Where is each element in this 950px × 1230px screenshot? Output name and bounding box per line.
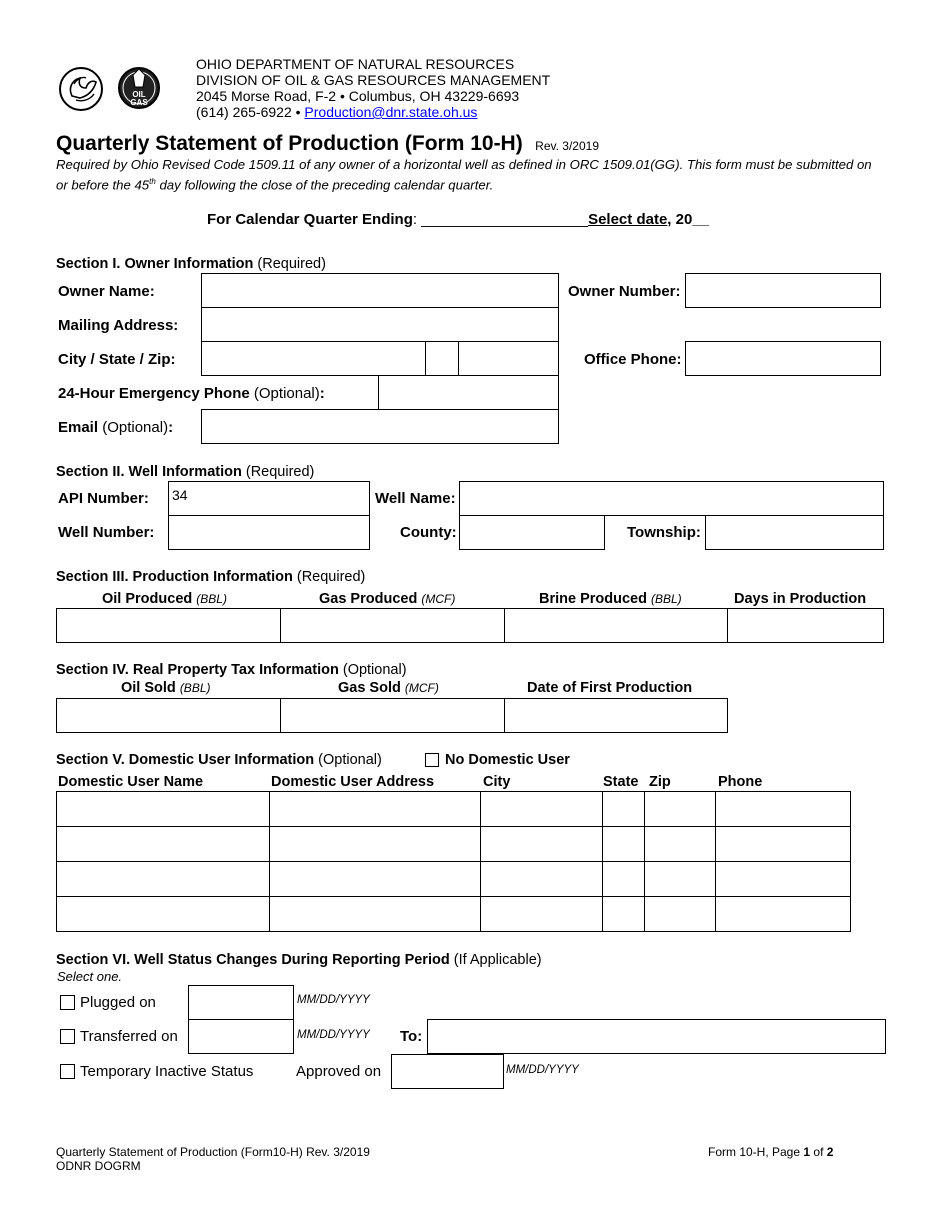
section3-title-text: Section III. Production Information: [56, 569, 293, 585]
select-one-hint: Select one.: [57, 969, 123, 984]
brine-produced-unit: (BBL): [651, 592, 682, 606]
section2-title-text: Section II. Well Information: [56, 464, 242, 480]
footer-page-prefix: Form 10-H, Page: [708, 1145, 804, 1159]
gas-produced-unit: (MCF): [421, 592, 456, 606]
footer-page-number: [708, 1145, 833, 1159]
email-text: Email: [58, 419, 99, 436]
section3-title: [56, 569, 365, 585]
quarter-colon: :: [412, 211, 418, 228]
transferred-label: Transferred on: [80, 1028, 178, 1045]
section5-title: [56, 752, 382, 768]
gas-produced-field[interactable]: [280, 608, 505, 643]
intro-text: [56, 156, 886, 193]
agency-email-link[interactable]: Production@dnr.state.oh.us: [304, 104, 478, 120]
transferred-date-field[interactable]: [188, 1019, 294, 1054]
quarter-row: [207, 211, 709, 228]
days-in-production-header: Days in Production: [734, 591, 867, 607]
emergency-phone-label: [58, 385, 325, 402]
du-city-cell[interactable]: [481, 897, 603, 932]
du-phone-cell[interactable]: [716, 792, 851, 827]
du-address-cell[interactable]: [269, 897, 481, 932]
approved-on-date-hint: MM/DD/YYYY: [506, 1064, 579, 1076]
table-row: [57, 792, 851, 827]
du-zip-cell[interactable]: [645, 792, 716, 827]
odnr-logo-icon: [58, 66, 104, 112]
intro-text-part2: day following the close of the preceding calendar quarter.: [155, 177, 494, 193]
transferred-to-label: To:: [400, 1028, 423, 1045]
first-production-header: Date of First Production: [527, 680, 693, 696]
du-name-cell[interactable]: [57, 862, 270, 897]
footer-page-of: of: [810, 1145, 827, 1159]
section4-title: [56, 662, 407, 678]
office-phone-label: Office Phone:: [584, 351, 682, 368]
approved-on-date-field[interactable]: [391, 1054, 504, 1089]
oil-gas-logo-icon: [117, 65, 161, 111]
email-field[interactable]: [201, 409, 559, 444]
du-col-address: Domestic User Address: [271, 774, 435, 790]
du-address-cell[interactable]: [269, 792, 481, 827]
section1-title: [56, 256, 326, 272]
table-row: [57, 897, 851, 932]
temp-inactive-checkbox[interactable]: [60, 1064, 75, 1079]
section1-title-text: Section I. Owner Information: [56, 256, 254, 272]
footer-form-title: Quarterly Statement of Production (Form10-H) Rev. 3/2019: [56, 1145, 370, 1159]
county-label: County:: [400, 524, 457, 541]
section2-title: [56, 464, 314, 480]
oil-produced-text: Oil Produced: [102, 591, 193, 607]
footer-page-total: 2: [826, 1145, 834, 1159]
city-field[interactable]: [201, 341, 426, 376]
emergency-phone-note: (Optional): [253, 385, 320, 402]
du-phone-cell[interactable]: [716, 862, 851, 897]
agency-contact: [196, 104, 477, 120]
du-city-cell[interactable]: [481, 792, 603, 827]
du-phone-cell[interactable]: [716, 827, 851, 862]
section5-note: (Optional): [318, 752, 382, 768]
footer-page-current: 1: [803, 1145, 811, 1159]
owner-name-label: Owner Name:: [58, 283, 155, 300]
du-name-cell[interactable]: [57, 827, 270, 862]
oil-produced-header: [102, 591, 227, 607]
plugged-label: Plugged on: [80, 994, 156, 1011]
well-name-label: Well Name:: [375, 490, 456, 507]
city-state-zip-label: City / State / Zip:: [58, 351, 176, 368]
plugged-date-field[interactable]: [188, 985, 294, 1020]
quarter-blank: ____________________: [421, 211, 589, 228]
section4-note: (Optional): [342, 662, 407, 678]
first-production-field[interactable]: [504, 698, 728, 733]
gas-sold-field[interactable]: [280, 698, 505, 733]
quarter-label: For Calendar Quarter Ending: [207, 211, 413, 228]
api-number-field[interactable]: 34: [168, 481, 370, 516]
office-phone-field[interactable]: [685, 341, 881, 376]
agency-line1: OHIO DEPARTMENT OF NATURAL RESOURCES: [196, 56, 515, 72]
temp-inactive-label: Temporary Inactive Status: [80, 1063, 254, 1080]
well-number-label: Well Number:: [58, 524, 155, 541]
plugged-checkbox[interactable]: [60, 995, 75, 1010]
owner-number-label: Owner Number:: [568, 283, 681, 300]
du-state-cell[interactable]: [603, 897, 645, 932]
section4-title-text: Section IV. Real Property Tax Information: [56, 662, 339, 678]
owner-number-field[interactable]: [685, 273, 881, 308]
section5-title-text: Section V. Domestic User Information: [56, 752, 315, 768]
email-colon: :: [168, 419, 174, 436]
approved-on-label: Approved on: [296, 1063, 382, 1080]
intro-sup: th: [149, 177, 156, 186]
transferred-checkbox[interactable]: [60, 1029, 75, 1044]
du-col-name: Domestic User Name: [58, 774, 204, 790]
section1-note: (Required): [257, 256, 326, 272]
township-field[interactable]: [705, 515, 884, 550]
page-title: Quarterly Statement of Production (Form 10-H): [56, 132, 523, 155]
du-col-city: City: [483, 774, 511, 790]
quarter-year-blank[interactable]: __: [692, 211, 710, 228]
intro-text-part1: Required by Ohio Revised Code 1509.11 of any owner of a horizontal well as defined in ORC 1509.01(GG). This form must be submitted on or before the 45: [56, 157, 872, 193]
no-domestic-user-checkbox[interactable]: [425, 753, 439, 767]
du-col-phone: Phone: [718, 774, 763, 790]
section6-title: [56, 952, 542, 968]
gas-sold-text: Gas Sold: [338, 680, 401, 696]
svg-text:OIL: OIL: [132, 90, 146, 99]
oil-sold-header: [121, 680, 211, 696]
du-name-cell[interactable]: [57, 897, 270, 932]
domestic-user-table: [56, 791, 851, 932]
du-city-cell[interactable]: [481, 827, 603, 862]
owner-name-field[interactable]: [201, 273, 559, 308]
email-label: [58, 419, 173, 436]
section6-title-text: Section VI. Well Status Changes During Reporting Period: [56, 952, 450, 968]
mailing-address-field[interactable]: [201, 307, 559, 342]
township-label: Township:: [627, 524, 701, 541]
page-title-row: [56, 132, 599, 156]
state-field[interactable]: [425, 341, 459, 376]
du-zip-cell[interactable]: [645, 862, 716, 897]
plugged-date-hint: MM/DD/YYYY: [297, 994, 370, 1006]
oil-produced-field[interactable]: [56, 608, 281, 643]
oil-sold-text: Oil Sold: [121, 680, 176, 696]
agency-phone: (614) 265-6922 •: [196, 104, 301, 120]
mailing-address-label: Mailing Address:: [58, 317, 179, 334]
du-zip-cell[interactable]: [645, 897, 716, 932]
odnr-logo: [58, 66, 104, 112]
section2-note: (Required): [245, 464, 315, 480]
transferred-to-field[interactable]: [427, 1019, 886, 1054]
well-number-field[interactable]: [168, 515, 370, 550]
du-address-cell[interactable]: [269, 862, 481, 897]
revision: Rev. 3/2019: [535, 139, 599, 153]
well-name-field[interactable]: [459, 481, 884, 516]
emergency-phone-text: 24-Hour Emergency Phone: [58, 385, 250, 402]
section3-note: (Required): [296, 569, 366, 585]
brine-produced-header: [539, 591, 682, 607]
emergency-phone-field[interactable]: [378, 375, 559, 410]
du-col-zip: Zip: [649, 774, 671, 790]
emergency-phone-colon: :: [319, 385, 325, 402]
zip-field[interactable]: [458, 341, 559, 376]
svg-text:GAS: GAS: [130, 98, 148, 107]
du-city-cell[interactable]: [481, 862, 603, 897]
du-col-state: State: [603, 774, 639, 790]
oil-sold-field[interactable]: [56, 698, 281, 733]
brine-produced-field[interactable]: [504, 608, 728, 643]
oil-sold-unit: (BBL): [179, 681, 211, 695]
table-row: [57, 862, 851, 897]
du-state-cell[interactable]: [603, 827, 645, 862]
du-zip-cell[interactable]: [645, 827, 716, 862]
oil-gas-logo: [117, 65, 161, 111]
agency-address: 2045 Morse Road, F-2 • Columbus, OH 43229-6693: [196, 88, 520, 104]
transferred-date-hint: MM/DD/YYYY: [297, 1029, 370, 1041]
table-row: [57, 827, 851, 862]
du-state-cell[interactable]: [603, 862, 645, 897]
gas-sold-unit: (MCF): [404, 681, 439, 695]
quarter-date-select[interactable]: Select date: [588, 211, 668, 228]
days-in-production-field[interactable]: [727, 608, 884, 643]
du-phone-cell[interactable]: [716, 897, 851, 932]
gas-produced-header: [319, 591, 455, 607]
gas-sold-header: [338, 680, 439, 696]
no-domestic-user-label: No Domestic User: [445, 752, 570, 768]
county-field[interactable]: [459, 515, 605, 550]
oil-produced-unit: (BBL): [196, 592, 227, 606]
quarter-year-prefix: , 20: [667, 211, 693, 228]
gas-produced-text: Gas Produced: [319, 591, 418, 607]
du-address-cell[interactable]: [269, 827, 481, 862]
du-name-cell[interactable]: [57, 792, 270, 827]
brine-produced-text: Brine Produced: [539, 591, 647, 607]
email-note: (Optional): [102, 419, 169, 436]
section6-note: (If Applicable): [453, 952, 542, 968]
api-number-label: API Number:: [58, 490, 149, 507]
agency-line2: DIVISION OF OIL & GAS RESOURCES MANAGEMENT: [196, 72, 551, 88]
footer-agency: ODNR DOGRM: [56, 1159, 141, 1173]
du-state-cell[interactable]: [603, 792, 645, 827]
